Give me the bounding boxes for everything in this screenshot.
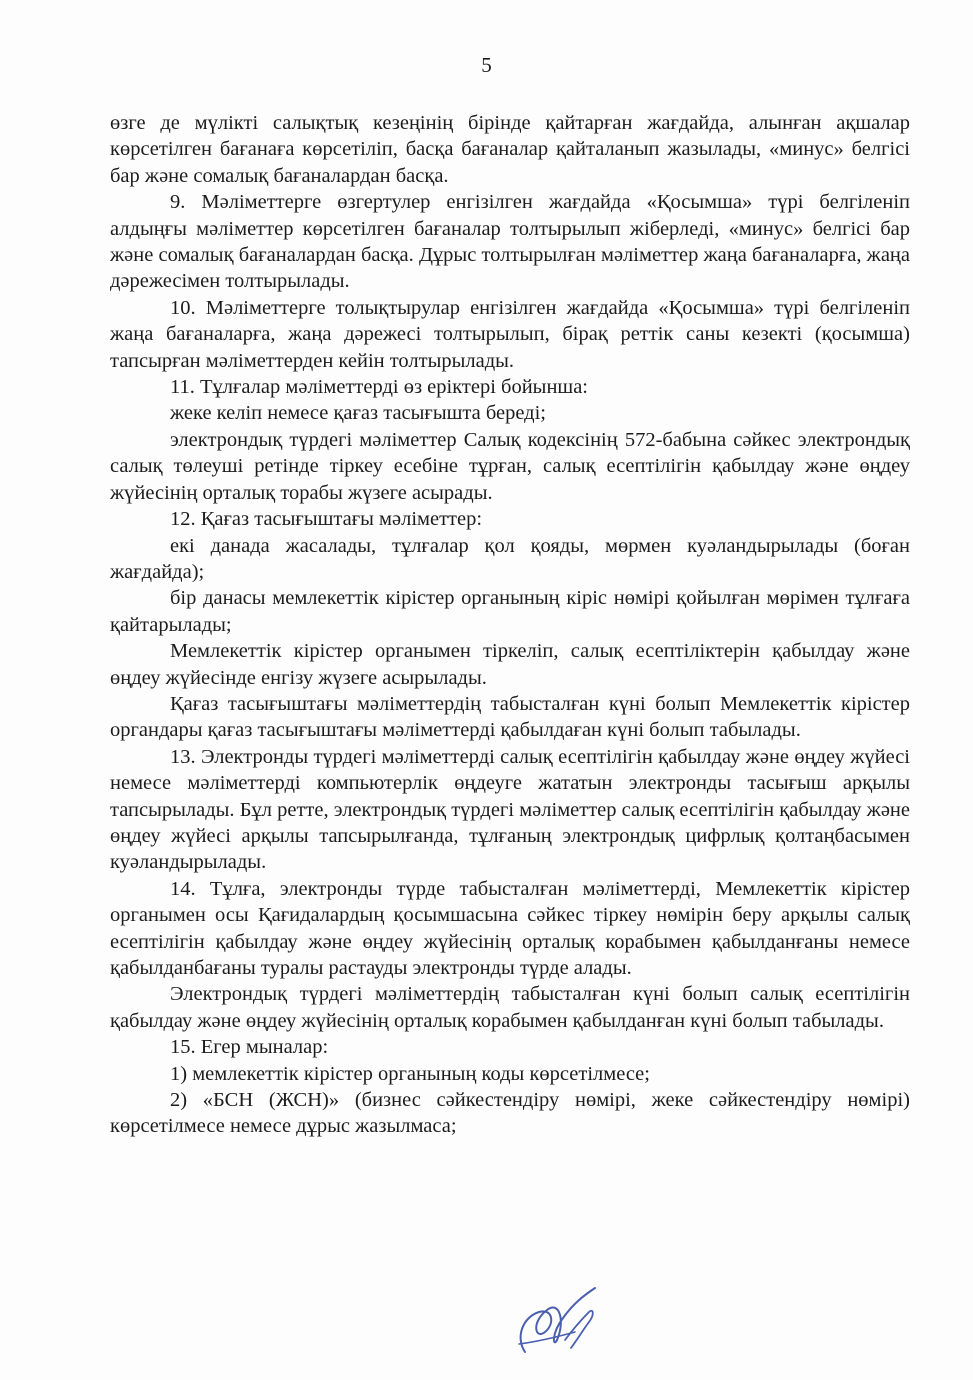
paragraph: 2) «БСН (ЖСН)» (бизнес сәйкестендіру нөмірі, жеке сәйкестендіру нөмірі) көрсетілмесе немесе дұрыс жазылмаса; <box>110 1089 910 1138</box>
paragraph: электрондық түрдегі мәліметтер Салық кодексінің 572-бабына сәйкес электрондық салық төлеуші ретінде тіркеу есебіне тұрған, салық есептілігін қабылдау және өңдеу жүйесінің орталық торабы жүзеге асырады. <box>110 428 910 504</box>
paragraph: 12. Қағаз тасығыштағы мәліметтер: <box>170 508 483 531</box>
paragraph: 14. Тұлға, электронды түрде табысталған мәліметтерді, Мемлекеттік кірістер органымен осы Қағидалардың қосымшасына сәйкес тіркеу нөмірін беру арқылы салық есептілігін қабылдау және өңдеу жүйесінің орталық корабымен қабылданғаны немесе қабылданбағаны туралы растауды электронды түрде алады. <box>110 877 910 979</box>
paragraph: 1) мемлекеттік кірістер органының коды көрсетілмесе; <box>170 1062 650 1085</box>
paragraph: Электрондық түрдегі мәліметтердің табысталған күні болып салық есептілігін қабылдау және өңдеу жүйесінің орталық корабымен қабылданған күні болып табылады. <box>110 983 910 1032</box>
paragraph: екі данада жасалады, тұлғалар қол қояды, мөрмен куәландырылады (боған жағдайда); <box>110 534 910 583</box>
paragraph: Қағаз тасығыштағы мәліметтердің табысталған күні болып Мемлекеттік кірістер органдары қағаз тасығыштағы мәліметтерді қабылдаған күні болып табылады. <box>110 692 910 742</box>
paragraph: 9. Мәліметтерге өзгертулер енгізілген жағдайда «Қосымша» түрі белгіленіп алдыңғы мәліметтер көрсетілген бағаналар толтырылып жіберледі, «минус» белгісі бар және сомалық бағаналардан басқа. Дұрыс толтырылған мәліметтер жаңа бағаналарға, жаңа дәрежесімен толтырылады. <box>110 191 910 293</box>
paragraph: 13. Электронды түрдегі мәліметтерді салық есептілігін қабылдау және өңдеу жүйесі немесе мәліметтерді компьютерлік өңдеуге жататын электронды тасығыш арқылы тапсырылады. Бұл ретте, электрондық түрдегі мәліметтер салық есептілігін қабылдау және өңдеу жүйесі арқылы тапсырылғанда, тұлғаның электрондық цифрлық қолтаңбасымен куәландырылады. <box>110 745 910 874</box>
paragraph: Мемлекеттік кірістер органымен тіркеліп, салық есептіліктерін қабылдау және өңдеу жүйесінде енгізу жүзеге асырылады. <box>110 640 910 689</box>
document-body <box>110 110 910 1140</box>
paragraph: 11. Тұлғалар мәліметтерді өз еріктері бойынша: <box>170 376 589 399</box>
paragraph: бір данасы мемлекеттік кірістер органының кіріс нөмірі қойылған мөрімен тұлғаға қайтарылады; <box>110 587 910 636</box>
signature-icon <box>505 1282 615 1362</box>
paragraph: 10. Мәліметтерге толықтырулар енгізілген жағдайда «Қосымша» түрі белгіленіп жаңа бағаналарға, жаңа дәрежесі толтырылып, бірақ реттік саны кезекті (қосымша) тапсырған мәліметтерден кейін толтырылады. <box>110 296 910 372</box>
page-number: 5 <box>481 53 492 77</box>
paragraph: өзге де мүлікті салықтық кезеңінің бірінде қайтарған жағдайда, алынған ақшалар көрсетілген бағанаға көрсетіліп, басқа бағаналар қайталанып жазылады, «минус» белгісі бар және сомалық бағаналардан басқа. <box>110 112 910 187</box>
paragraph: 15. Егер мыналар: <box>170 1036 329 1059</box>
paragraph: жеке келіп немесе қағаз тасығышта береді; <box>170 402 546 425</box>
